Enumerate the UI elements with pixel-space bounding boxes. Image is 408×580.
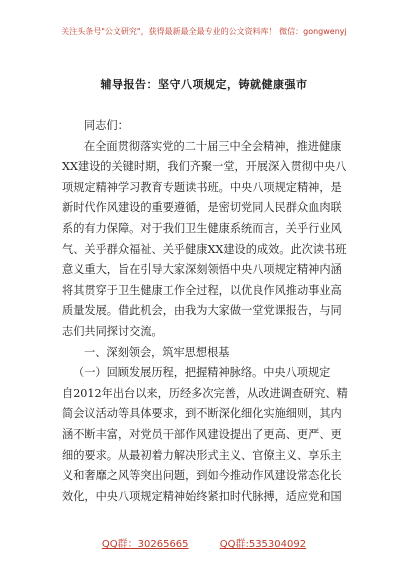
document-title: 辅导报告：坚守八项规定，铸就健康强市 [100, 78, 308, 91]
body-text-line: 气、关乎群众福祉、关乎健康XX建设的成效。此次读书班 [62, 242, 347, 256]
footer-qq-group-2[interactable]: QQ群:535304092 [219, 539, 307, 550]
body-text-line: 细的要求。从最初着力解决形式主义、官僚主义、享乐主 [62, 448, 342, 462]
header-promo-note: 关注头条号"公文研究"，获得最新最全最专业的公文资料库！ 微信：gongwenyj [61, 27, 347, 36]
body-text-line: XX建设的关键时期，我们齐聚一堂，开展深入贯彻中央八 [62, 160, 347, 174]
body-text-line: 自2012年出台以来，历经多次完善，从改进调查研究、精 [62, 386, 348, 400]
body-text-line: 志们共同探讨交流。 [62, 324, 163, 338]
body-text-line: 新时代作风建设的重要遵循，是密切党同人民群众血肉联 [62, 201, 342, 215]
body-text-line: （一）回顾发展历程，把握精神脉络。中央八项规定 [73, 366, 331, 380]
document-body [62, 116, 352, 507]
body-text-line: 质量发展。借此机会，由我为大家做一堂党课报告，与同 [62, 304, 342, 318]
footer-contact [0, 535, 408, 550]
body-text-line: 涵不断丰富，对党员干部作风建设提出了更高、更严、更 [62, 427, 342, 441]
body-text-line: 在全面贯彻落实党的二十届三中全会精神，推进健康 [84, 139, 342, 153]
body-text-line: 简会议活动等具体要求，到不断深化细化实施细则，其内 [62, 407, 342, 421]
body-text-line: 一、深刻领会，筑牢思想根基 [84, 345, 230, 359]
body-text-line: 同志们： [84, 119, 129, 132]
body-text-line: 效化，中央八项规定精神始终紧扣时代脉搏，适应党和国 [62, 489, 342, 503]
body-text-line: 项规定精神学习教育专题读书班。中央八项规定精神，是 [62, 180, 342, 194]
body-text-line: 义和奢靡之风等突出问题，到如今推动作风建设常态化长 [62, 469, 342, 483]
footer-qq-group-1[interactable]: QQ群：30265665 [101, 539, 189, 550]
body-text-line: 系的有力保障。对于我们卫生健康系统而言，关乎行业风 [62, 221, 342, 235]
body-text-line: 意义重大，旨在引导大家深刻领悟中央八项规定精神内涵 [62, 263, 342, 277]
body-text-line: 将其贯穿于卫生健康工作全过程，以优良作风推动事业高 [62, 283, 342, 297]
